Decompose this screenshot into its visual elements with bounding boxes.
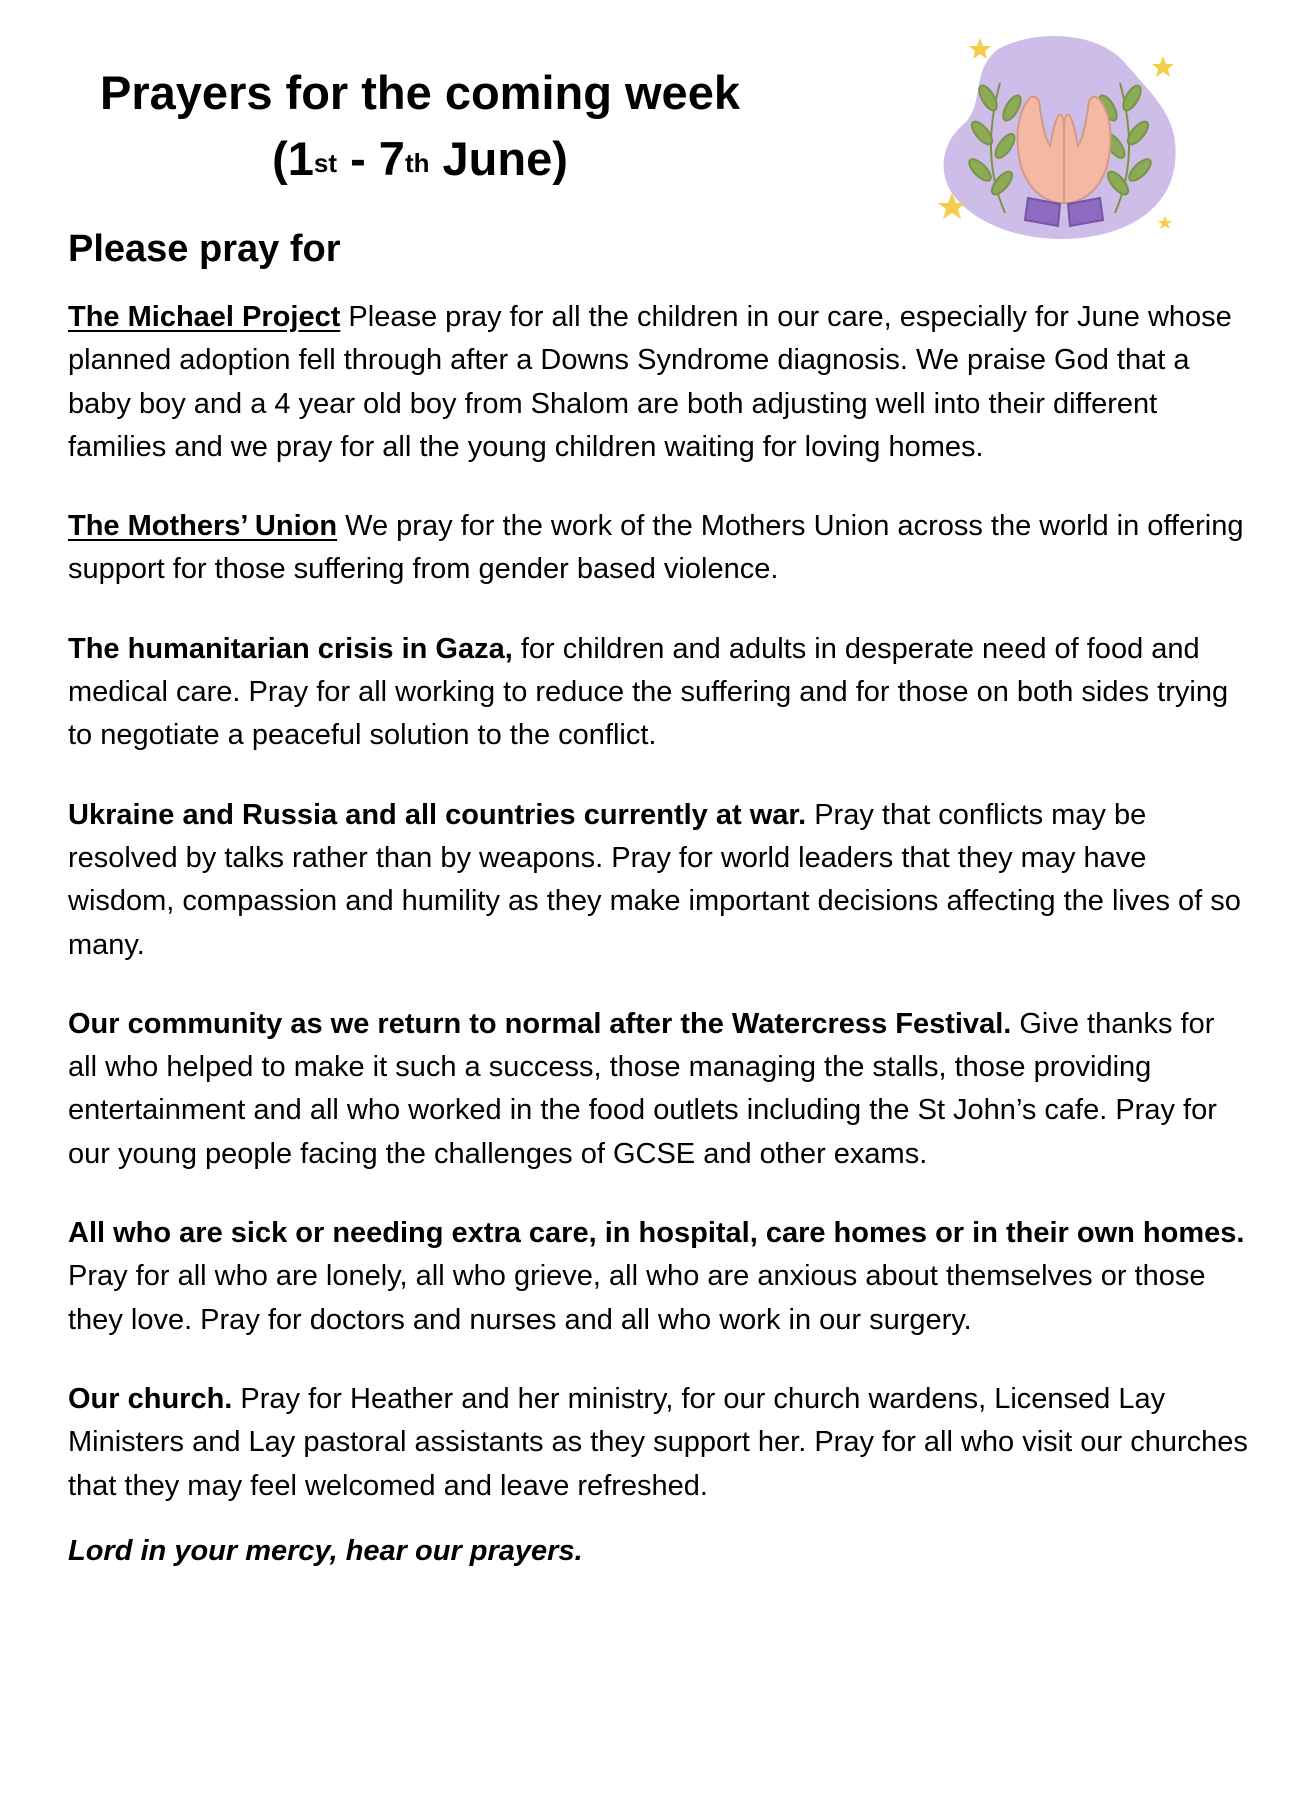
prayer-item-lead: The humanitarian crisis in Gaza, [68,632,513,665]
section-heading: Please pray for [68,228,341,270]
prayer-item-text: Pray for all who are lonely, all who grieve, all who are anxious about themselves or those they love. Pray for doctors and nurses and all who work in our surgery. [68,1260,1206,1336]
prayer-item-lead: All who are sick or needing extra care, in hospital, care homes or in their own homes. [68,1217,1245,1250]
closing-line: Lord in your mercy, hear our prayers. [68,1534,583,1567]
praying-hands-icon [930,28,1200,258]
prayer-item [68,628,1248,758]
prayer-list [68,296,1248,1609]
page-title [40,60,800,192]
prayer-item-lead: The Mothers’ Union [68,510,338,543]
prayer-item [68,1378,1248,1508]
prayer-item-text: for children and adults in desperate need of food and medical care. Pray for all working to reduce the suffering and for those on both sides trying to negotiate a peaceful solution to the conflict. [68,632,1229,752]
title-line-1: Prayers for the coming week [100,66,740,119]
prayer-item-text: We pray for the work of the Mothers Union across the world in offering support for those suffering from gender based violence. [68,510,1244,586]
prayer-item-text: Pray that conflicts may be resolved by talks rather than by weapons. Pray for world leaders that they may have wisdom, compassion and humility as they make important decisions affecting the lives of so many. [68,798,1241,961]
title-date-close: June) [429,132,568,185]
prayer-item [68,794,1248,967]
prayer-item-text: Pray for Heather and her ministry, for our church wardens, Licensed Lay Ministers and Lay pastoral assistants as they support her. Pray for all who visit our churches that they may feel welcomed and leave refreshed. [68,1382,1248,1502]
prayer-item-lead: Ukraine and Russia and all countries currently at war. [68,798,807,831]
prayer-item [68,1212,1248,1342]
prayer-item-lead: Our community as we return to normal after the Watercress Festival. [68,1007,1012,1040]
title-sup-th: th [404,148,430,178]
prayer-item-text: Please pray for all the children in our care, especially for June whose planned adoption fell through after a Downs Syndrome diagnosis. We praise God that a baby boy and a 4 year old boy from Shalom are both adjusting well into their different families and we pray for all the young children waiting for loving homes. [68,301,1232,463]
title-date-dash: - 7 [337,132,405,185]
prayer-item-lead: Our church. [68,1382,233,1415]
title-date-open: (1 [272,132,314,185]
prayer-item [68,505,1248,592]
title-sup-st: st [313,148,338,178]
title-line-2 [40,126,800,192]
prayer-item [68,296,1248,469]
prayer-item-text: Give thanks for all who helped to make it such a success, those managing the stalls, those providing entertainment and all who worked in the food outlets including the St John’s cafe. Pray for our young people facing the challenges of GCSE and other exams. [68,1007,1217,1170]
prayer-item-lead: The Michael Project [68,301,341,333]
prayer-item [68,1003,1248,1176]
